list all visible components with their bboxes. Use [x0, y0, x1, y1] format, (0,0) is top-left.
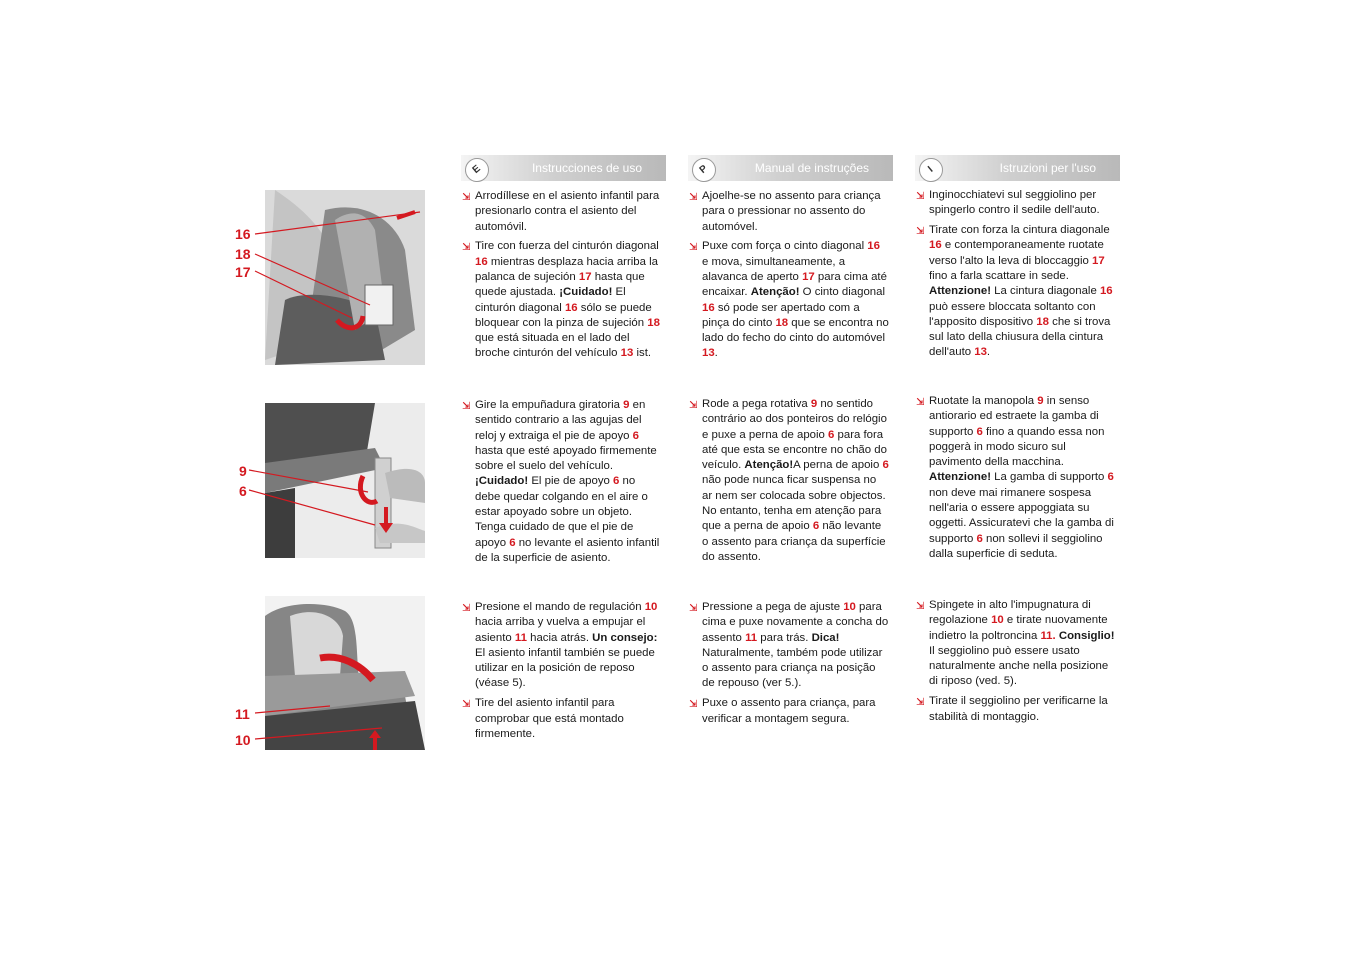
- instruction-text: Puxe o assento para criança, para verificar a montagem segura.: [702, 697, 876, 725]
- instruction-text: El cinturón diagonal: [475, 286, 626, 314]
- step-group-3: [689, 600, 889, 731]
- instruction-text: não pode nunca ficar suspensa no ar nem ser colocada sobre objectos. No entanto, tenha em atenção para que a perna de apoio: [702, 474, 886, 533]
- instruction-text: só pode ser apertado com a pinça do cinto: [702, 301, 860, 329]
- instruction-paragraph: [462, 239, 662, 361]
- instruction-text: Ruotate la manopola: [929, 395, 1038, 407]
- instruction-text: in senso antiorario ed estraete la gamba di supporto: [929, 395, 1099, 438]
- figure-support-leg: [265, 403, 425, 558]
- part-number: 10: [991, 614, 1004, 627]
- instruction-text: para cima até encaixar.: [702, 270, 887, 299]
- callout-number: 10: [235, 732, 251, 748]
- bullet-arrow-icon: ⇲: [462, 242, 471, 254]
- emphasis-label: Attenzione!: [929, 471, 992, 484]
- instruction-paragraph: [916, 598, 1116, 690]
- instruction-text: La cintura diagonale: [991, 285, 1100, 298]
- bullet-arrow-icon: ⇲: [916, 397, 925, 408]
- instruction-text: que está situada en el lado del broche cinturón del vehículo: [475, 332, 630, 360]
- bullet-arrow-icon: ⇲: [916, 191, 925, 202]
- language-header-title: Manual de instruções: [754, 161, 869, 175]
- instruction-paragraph: [916, 223, 1116, 361]
- bullet-arrow-icon: ⇲: [462, 699, 471, 711]
- part-number: 17: [802, 270, 815, 283]
- instruction-paragraph: [689, 600, 889, 692]
- callout-number: 9: [239, 463, 247, 479]
- callout-number: 11: [235, 706, 250, 722]
- part-number: 6: [812, 520, 820, 533]
- instruction-text: e tirate nuovamente indietro la poltroncina: [929, 614, 1108, 642]
- part-number: 6: [509, 536, 516, 549]
- part-number: 16: [867, 240, 880, 253]
- part-number: 18: [647, 316, 660, 329]
- instruction-text: hacia arriba y vuelva a empujar el asiento: [475, 616, 646, 644]
- part-number: 13: [974, 346, 987, 359]
- step-group-1: [462, 189, 662, 366]
- step-group-1: [916, 188, 1116, 365]
- part-number: 9: [1037, 395, 1044, 407]
- instruction-paragraph: [462, 189, 662, 235]
- part-number: 9: [623, 399, 630, 411]
- language-badge: I: [914, 153, 948, 187]
- instruction-text: Inginocchiatevi sul seggiolino per spingerlo contro il sedile dell'auto.: [929, 189, 1100, 217]
- part-number: 6: [613, 475, 620, 488]
- illustration-support-leg: [265, 403, 425, 558]
- bullet-arrow-icon: ⇲: [462, 603, 471, 614]
- bullet-arrow-icon: ⇲: [689, 699, 698, 711]
- emphasis-label: Un consejo:: [592, 631, 658, 644]
- part-number: 11.: [1040, 629, 1056, 642]
- instruction-paragraph: [689, 189, 889, 235]
- figure-seat-recline: [265, 596, 425, 750]
- instruction-paragraph: [689, 397, 889, 565]
- instruction-text: Pressione a pega de ajuste: [702, 601, 844, 613]
- emphasis-label: Consiglio!: [1058, 629, 1115, 642]
- instruction-paragraph: [462, 600, 662, 692]
- emphasis-label: Atenção!: [744, 459, 794, 472]
- part-number: 9: [810, 398, 818, 410]
- step-group-1: [689, 189, 889, 366]
- step-group-2: [916, 394, 1116, 567]
- instruction-text: para trás.: [757, 631, 812, 644]
- callout-number: 16: [235, 226, 251, 242]
- part-number: 17: [1092, 254, 1105, 267]
- instruction-text: Tire del asiento infantil para comprobar que está montado firmemente.: [475, 697, 624, 740]
- language-header-title: Istruzioni per l'uso: [999, 161, 1096, 175]
- instruction-text: que se encontra no lado do fecho do cinto do automóvel: [702, 316, 889, 345]
- instruction-text: Spingete in alto l'impugnatura di regolazione: [929, 599, 1091, 627]
- instruction-text: no levante el asiento infantil de la superficie de asiento.: [475, 536, 660, 564]
- illustration-seat-recline: [265, 596, 425, 750]
- language-header-title: Instrucciones de uso: [531, 161, 642, 175]
- part-number: 13: [620, 347, 634, 360]
- instruction-text: Gire la empuñadura giratoria: [475, 399, 624, 411]
- bullet-arrow-icon: ⇲: [462, 401, 471, 412]
- part-number: 11: [514, 631, 527, 644]
- part-number: 6: [882, 459, 889, 472]
- part-number: 16: [702, 301, 715, 314]
- bullet-arrow-icon: ⇲: [916, 697, 925, 709]
- part-number: 6: [976, 532, 983, 545]
- instruction-text: fino a quando essa non poggerà in modo sicuro sul pavimento della macchina.: [929, 425, 1105, 469]
- instruction-text: A perna de apoio: [793, 459, 883, 472]
- part-number: 18: [775, 316, 789, 329]
- instruction-text: .: [986, 346, 991, 359]
- callout-number: 6: [239, 483, 247, 499]
- part-number: 11: [745, 631, 758, 644]
- language-badge: E: [460, 153, 494, 187]
- bullet-arrow-icon: ⇲: [916, 601, 925, 612]
- bullet-arrow-icon: ⇲: [462, 192, 471, 203]
- part-number: 16: [929, 239, 942, 252]
- instruction-text: .: [714, 347, 718, 360]
- instruction-text: hasta que esté apoyado firmemente sobre el suelo del vehículo.: [475, 444, 657, 473]
- illustration-belt-tension: [265, 190, 425, 365]
- bullet-arrow-icon: ⇲: [916, 226, 925, 238]
- part-number: 16: [564, 301, 578, 314]
- figure-belt-tension: [265, 190, 425, 365]
- instruction-text: La gamba di supporto: [991, 471, 1108, 484]
- instruction-paragraph: [462, 696, 662, 742]
- emphasis-label: ¡Cuidado!: [559, 286, 613, 299]
- instruction-text: não levante o assento para criança da superfície do assento.: [702, 520, 886, 563]
- bullet-arrow-icon: ⇲: [689, 400, 698, 411]
- instruction-text: Arrodíllese en el asiento infantil para presionarlo contra el asiento del automóvil.: [475, 190, 660, 233]
- instruction-text: sólo se puede bloquear con la pinza de sujeción: [475, 301, 652, 329]
- emphasis-label: Atenção!: [750, 286, 800, 299]
- callout-number: 18: [235, 246, 251, 262]
- callout-number: 17: [235, 264, 251, 280]
- instruction-text: no debe quedar colgando en el aire o estar apoyado sobre un objeto. Tenga cuidado de que el pie de apoyo: [475, 475, 648, 549]
- part-number: 6: [828, 428, 835, 441]
- instruction-text: para fora até que esta se encontre no chão do veículo.: [702, 428, 887, 472]
- instruction-paragraph: [689, 239, 889, 361]
- part-number: 6: [976, 425, 983, 438]
- instruction-text: e mova, simultaneamente, a alavanca de aperto: [702, 255, 846, 283]
- instruction-text: Tirate il seggiolino per verificarne la stabilità di montaggio.: [929, 695, 1108, 723]
- instruction-text: Il seggiolino può essere usato naturalmente anche nella posizione di riposo (ved. 5).: [929, 644, 1109, 688]
- emphasis-label: Dica!: [811, 631, 840, 644]
- language-header-es: [461, 155, 666, 181]
- instruction-text: non sollevi il seggiolino dalla superficie di seduta.: [929, 532, 1103, 560]
- part-number: 6: [632, 429, 640, 442]
- instruction-text: Tire con fuerza del cinturón diagonal: [475, 240, 659, 253]
- instruction-text: Rode a pega rotativa: [702, 398, 811, 410]
- step-group-2: [689, 397, 889, 570]
- bullet-arrow-icon: ⇲: [689, 192, 698, 203]
- language-header-it: [915, 155, 1120, 181]
- bullet-arrow-icon: ⇲: [689, 242, 698, 254]
- instruction-text: no sentido contrário ao dos ponteiros do relógio e puxe a perna de apoio: [702, 398, 887, 441]
- instruction-text: fino a farla scattare in sede.: [929, 269, 1069, 282]
- instruction-text: Puxe com força o cinto diagonal: [702, 240, 868, 253]
- step-group-2: [462, 398, 662, 571]
- part-number: 16: [1099, 285, 1113, 298]
- instruction-text: mientras desplaza hacia arriba la palanca de sujeción: [475, 255, 658, 283]
- instruction-text: non deve mai rimanere sospesa nell'aria o essere appoggiata su oggetti. Assicuratevi che la gamba di supporto: [929, 486, 1114, 545]
- emphasis-label: Attenzione!: [929, 285, 992, 298]
- part-number: 6: [1107, 471, 1114, 484]
- part-number: 17: [578, 270, 592, 283]
- instruction-text: può essere bloccata soltanto con l'apposito dispositivo: [929, 300, 1096, 328]
- instruction-text: Ajoelhe-se no assento para criança para o pressionar no assento do automóvel.: [702, 190, 881, 233]
- part-number: 18: [1036, 315, 1049, 328]
- instruction-text: El pie de apoyo: [528, 475, 614, 488]
- instruction-text: para cima e puxe novamente a concha do assento: [702, 601, 889, 644]
- instruction-paragraph: [916, 694, 1116, 725]
- instruction-text: en sentido contrario a las agujas del reloj y extraiga el pie de apoyo: [475, 399, 646, 442]
- part-number: 10: [644, 601, 658, 613]
- instruction-text: Presione el mando de regulación: [475, 601, 645, 613]
- instruction-text: O cinto diagonal: [799, 286, 885, 299]
- part-number: 16: [475, 255, 488, 268]
- language-header-pt: [688, 155, 893, 181]
- emphasis-label: ¡Cuidado!: [475, 475, 529, 488]
- part-number: 13: [702, 347, 715, 360]
- instruction-text: El asiento infantil también se puede utilizar en la posición de reposo (véase 5).: [475, 646, 655, 690]
- instruction-text: e contemporaneamente ruotate verso l'alto la leva di bloccaggio: [929, 239, 1104, 267]
- instruction-paragraph: [916, 188, 1116, 219]
- instruction-text: Tirate con forza la cintura diagonale: [929, 224, 1110, 237]
- part-number: 10: [843, 601, 856, 613]
- instruction-text: che si trova sul lato della chiusura della cintura dell'auto: [929, 315, 1111, 359]
- instruction-paragraph: [689, 696, 889, 727]
- instruction-text: ist.: [633, 347, 652, 360]
- instruction-paragraph: [916, 394, 1116, 562]
- bullet-arrow-icon: ⇲: [689, 603, 698, 614]
- instruction-text: hacia atrás.: [526, 631, 593, 644]
- instruction-paragraph: [462, 398, 662, 566]
- language-badge: P: [687, 153, 721, 187]
- step-group-3: [916, 598, 1116, 729]
- instruction-text: hasta que quede ajustada.: [475, 270, 645, 299]
- instruction-text: Naturalmente, também pode utilizar o assento para criança na posição de repouso (ver 5.).: [702, 646, 883, 690]
- step-group-3: [462, 600, 662, 747]
